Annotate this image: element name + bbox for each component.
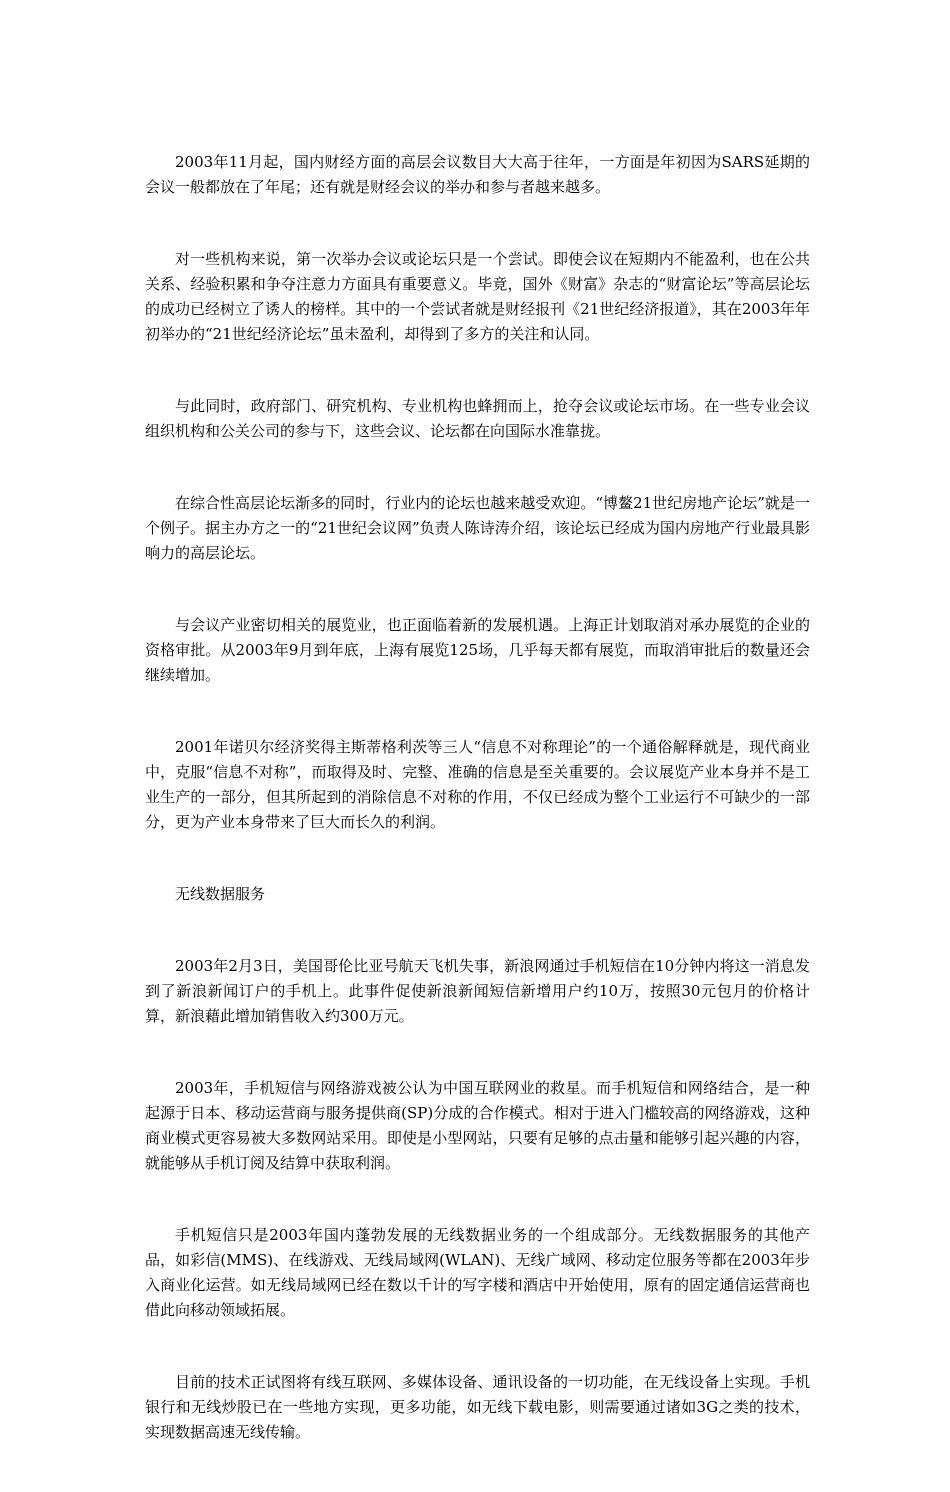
paragraph-10: 目前的技术正试图将有线互联网、多媒体设备、通讯设备的一切功能，在无线设备上实现。手机银行和无线炒股已在一些地方实现，更多功能，如无线下载电影，则需要通过诸如3G之类的技术，实现数据高速无线传输。 xyxy=(145,1373,810,1441)
paragraph-8: 2003年，手机短信与网络游戏被公认为中国互联网业的救星。而手机短信和网络结合，是一种起源于日本、移动运营商与服务提供商(SP)分成的合作模式。相对于进入门槛较高的网络游戏，这种商业模式更容易被大多数网站采用。即使是小型网站，只要有足够的点击量和能够引起兴趣的内容，就能够从手机订阅及结算中获取利润。 xyxy=(145,1079,810,1172)
paragraph-2: 对一些机构来说，第一次举办会议或论坛只是一个尝试。即使会议在短期内不能盈利，也在公共关系、经验积累和争夺注意力方面具有重要意义。毕竟，国外《财富》杂志的“财富论坛”等高层论坛的成功已经树立了诱人的榜样。其中的一个尝试者就是财经报刊《21世纪经济报道》，其在2003年年初举办的“21世纪经济论坛”虽未盈利，却得到了多方的关注和认同。 xyxy=(145,250,810,343)
paragraph-6: 2001年诺贝尔经济奖得主斯蒂格利茨等三人“信息不对称理论”的一个通俗解释就是，现代商业中，克服“信息不对称”，而取得及时、完整、准确的信息是至关重要的。会议展览产业本身并不是工业生产的一部分，但其所起到的消除信息不对称的作用，不仅已经成为整个工业运行不可缺少的一部分，更为产业本身带来了巨大而长久的利润。 xyxy=(145,738,810,831)
paragraph-3: 与此同时，政府部门、研究机构、专业机构也蜂拥而上，抢夺会议或论坛市场。在一些专业会议组织机构和公关公司的参与下，这些会议、论坛都在向国际水准靠拢。 xyxy=(145,397,810,440)
document-body xyxy=(145,150,810,1492)
paragraph-4: 在综合性高层论坛渐多的同时，行业内的论坛也越来越受欢迎。“博鳌21世纪房地产论坛”就是一个例子。据主办方之一的“21世纪会议网”负责人陈诗涛介绍，该论坛已经成为国内房地产行业最具影响力的高层论坛。 xyxy=(145,494,810,562)
paragraph-9: 手机短信只是2003年国内蓬勃发展的无线数据业务的一个组成部分。无线数据服务的其他产品，如彩信(MMS)、在线游戏、无线局域网(WLAN)、无线广域网、移动定位服务等都在2003年步入商业化运营。如无线局域网已经在数以千计的写字楼和酒店中开始使用，原有的固定通信运营商也借此向移动领域拓展。 xyxy=(145,1226,810,1319)
paragraph-1: 2003年11月起，国内财经方面的高层会议数目大大高于往年，一方面是年初因为SARS延期的会议一般都放在了年尾；还有就是财经会议的举办和参与者越来越多。 xyxy=(145,153,810,196)
paragraph-5: 与会议产业密切相关的展览业，也正面临着新的发展机遇。上海正计划取消对承办展览的企业的资格审批。从2003年9月到年底，上海有展览125场，几乎每天都有展览，而取消审批后的数量还会继续增加。 xyxy=(145,616,810,684)
paragraph-7: 2003年2月3日，美国哥伦比亚号航天飞机失事，新浪网通过手机短信在10分钟内将这一消息发到了新浪新闻订户的手机上。此事件促使新浪新闻短信新增用户约10万，按照30元包月的价格计算，新浪藉此增加销售收入约300万元。 xyxy=(145,957,810,1025)
section-heading: 无线数据服务 xyxy=(175,885,266,903)
